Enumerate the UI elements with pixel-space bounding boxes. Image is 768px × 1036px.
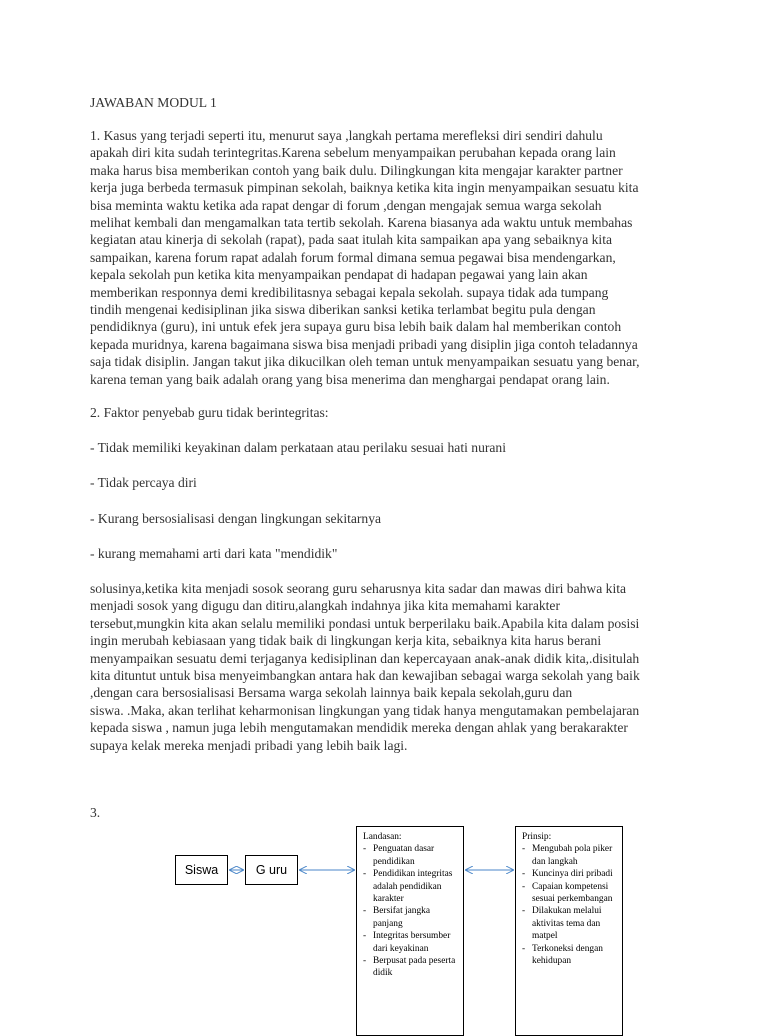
landasan-title: Landasan: (363, 832, 402, 842)
paragraph-line: kegiatan atau kinerja di sekolah (rapat), pada saat itulah kita sampaikan apa yang sebaiknya kita (90, 232, 613, 248)
answer-3-number: 3. (90, 805, 101, 820)
landasan-list (363, 843, 457, 979)
prinsip-item: - Dilakukan melalui aktivitas tema dan matpel (522, 905, 616, 942)
paragraph-line: kepala sekolah pun ketika kita menyampaikan pendapat di hadapan pegawai yang lain akan (90, 267, 588, 283)
paragraph-line: maka harus bisa memberikan contoh yang baik dulu. Dilingkungan kita mengajar karakter partner (90, 162, 623, 178)
prinsip-box (515, 826, 623, 1036)
paragraph-line: kepada muridnya, karena bagaimana siswa bisa menjadi pribadi yang disiplin jiga contoh teladannya (90, 336, 638, 352)
paragraph-line: ,dengan cara bersosialisasi Bersama warga sekolah lainnya baik kepala sekolah,guru dan (90, 685, 573, 701)
paragraph-line: bisa meminta waktu ketika ada rapat dengar di forum ,dengan mengajak semua warga sekolah (90, 197, 602, 213)
prinsip-list (522, 843, 616, 967)
siswa-box: Siswa (175, 855, 228, 885)
landasan-item: - Pendidikan integritas adalah pendidikan karakter (363, 868, 457, 905)
paragraph-line: kepada siswa , namun juga lebih mengutamakan mendidik mereka dengan ahlak yang berakarakter (90, 720, 628, 736)
prinsip-item: - Mengubah pola piker dan langkah (522, 843, 616, 868)
landasan-box (356, 826, 464, 1036)
paragraph-line: saja tidak disiplin. Jangan takut jika dikucilkan oleh teman untuk menyampaikan sesuatu yang benar, (90, 354, 640, 370)
paragraph-line: memberikan responnya demi kredibilitasnya sebagai kepala sekolah. supaya tidak ada tumpang (90, 284, 609, 300)
document-heading: JAWABAN MODUL 1 (90, 95, 217, 110)
landasan-item: - Penguatan dasar pendidikan (363, 843, 457, 868)
factor-item: - Tidak memiliki keyakinan dalam perkataan atau perilaku sesuai hati nurani (90, 440, 506, 455)
prinsip-title: Prinsip: (522, 832, 552, 842)
paragraph-line: 1. Kasus yang terjadi seperti itu, menurut saya ,langkah pertama merefleksi diri sendiri dahulu (90, 128, 603, 143)
landasan-item: - Berpusat pada peserta didik (363, 955, 457, 980)
paragraph-line: tindih mengenai kedisiplinan jika siswa diberikan sanksi ketika terlambat begitu pula dengan (90, 302, 596, 318)
factor-item: - Kurang bersosialisasi dengan lingkungan sekitarnya (90, 511, 382, 526)
paragraph-line: supaya kelak mereka menjadi pribadi yang lebih baik lagi. (90, 737, 408, 753)
paragraph-line: ingin merubah kebiasaan yang tidak baik di lingkungan kerja kita, sebaiknya kita harus berani (90, 633, 602, 649)
prinsip-item: - Capaian kompetensi sesuai perkembangan (522, 881, 616, 906)
paragraph-line: kita dituntut untuk bisa menyeimbangkan antara hak dan kewajiban sebagai warga sekolah yang baik (90, 668, 640, 684)
paragraph-line: karena teman yang baik adalah orang yang bisa menerima dan menghargai pendapat orang lain. (90, 371, 610, 387)
prinsip-item: - Terkoneksi dengan kehidupan (522, 943, 616, 968)
paragraph-line: sampaikan, karena forum rapat adalah forum formal dimana semua pegawai bisa mendengarkan, (90, 249, 616, 265)
factor-item: - kurang memahami arti dari kata "mendidik" (90, 546, 338, 561)
landasan-item: - Integritas bersumber dari keyakinan (363, 930, 457, 955)
paragraph-line: kerja juga berbeda termasuk pimpinan sekolah, baiknya ketika kita ingin menyampaikan sesuatu kita (90, 180, 639, 196)
paragraph-line: solusinya,ketika kita menjadi sosok seorang guru seharusnya kita sadar dan mawas diri bahwa kita (90, 581, 627, 596)
paragraph-line: siswa. .Maka, akan terlihat keharmonisan lingkungan yang tidak hanya mengutamakan pembelajaran (90, 702, 640, 718)
landasan-item: - Bersifat jangka panjang (363, 905, 457, 930)
guru-box: G uru (245, 855, 298, 885)
paragraph-line: menyampaikan sesuatu demi terjaganya kedisiplinan dan kepercayaan anak-anak didik kita,.disitulah (90, 650, 640, 666)
paragraph-line: pendidiknya (guru), ini untuk efek jera supaya guru bisa lebih baik dalam hal memberikan contoh (90, 319, 622, 335)
paragraph-line: menjadi sosok yang digugu dan ditiru,alangkah indahnya jika kita memahami karakter (90, 598, 560, 614)
paragraph-line: tersebut,mungkin kita akan selalu memiliki pondasi untuk berperilaku baik.Apabila kita dalam posisi (90, 615, 640, 631)
prinsip-item: - Kuncinya diri pribadi (522, 868, 616, 880)
factor-item: - Tidak percaya diri (90, 475, 197, 490)
paragraph-line: melihat kembali dan mengamalkan tata tertib sekolah. Karena biasanya ada waktu untuk membahas (90, 215, 633, 231)
answer-2-heading: 2. Faktor penyebab guru tidak berintegritas: (90, 405, 329, 420)
paragraph-line: apakah diri kita sudah terintegritas.Karena sebelum menyampaikan perubahan kepada orang lain (90, 145, 616, 161)
